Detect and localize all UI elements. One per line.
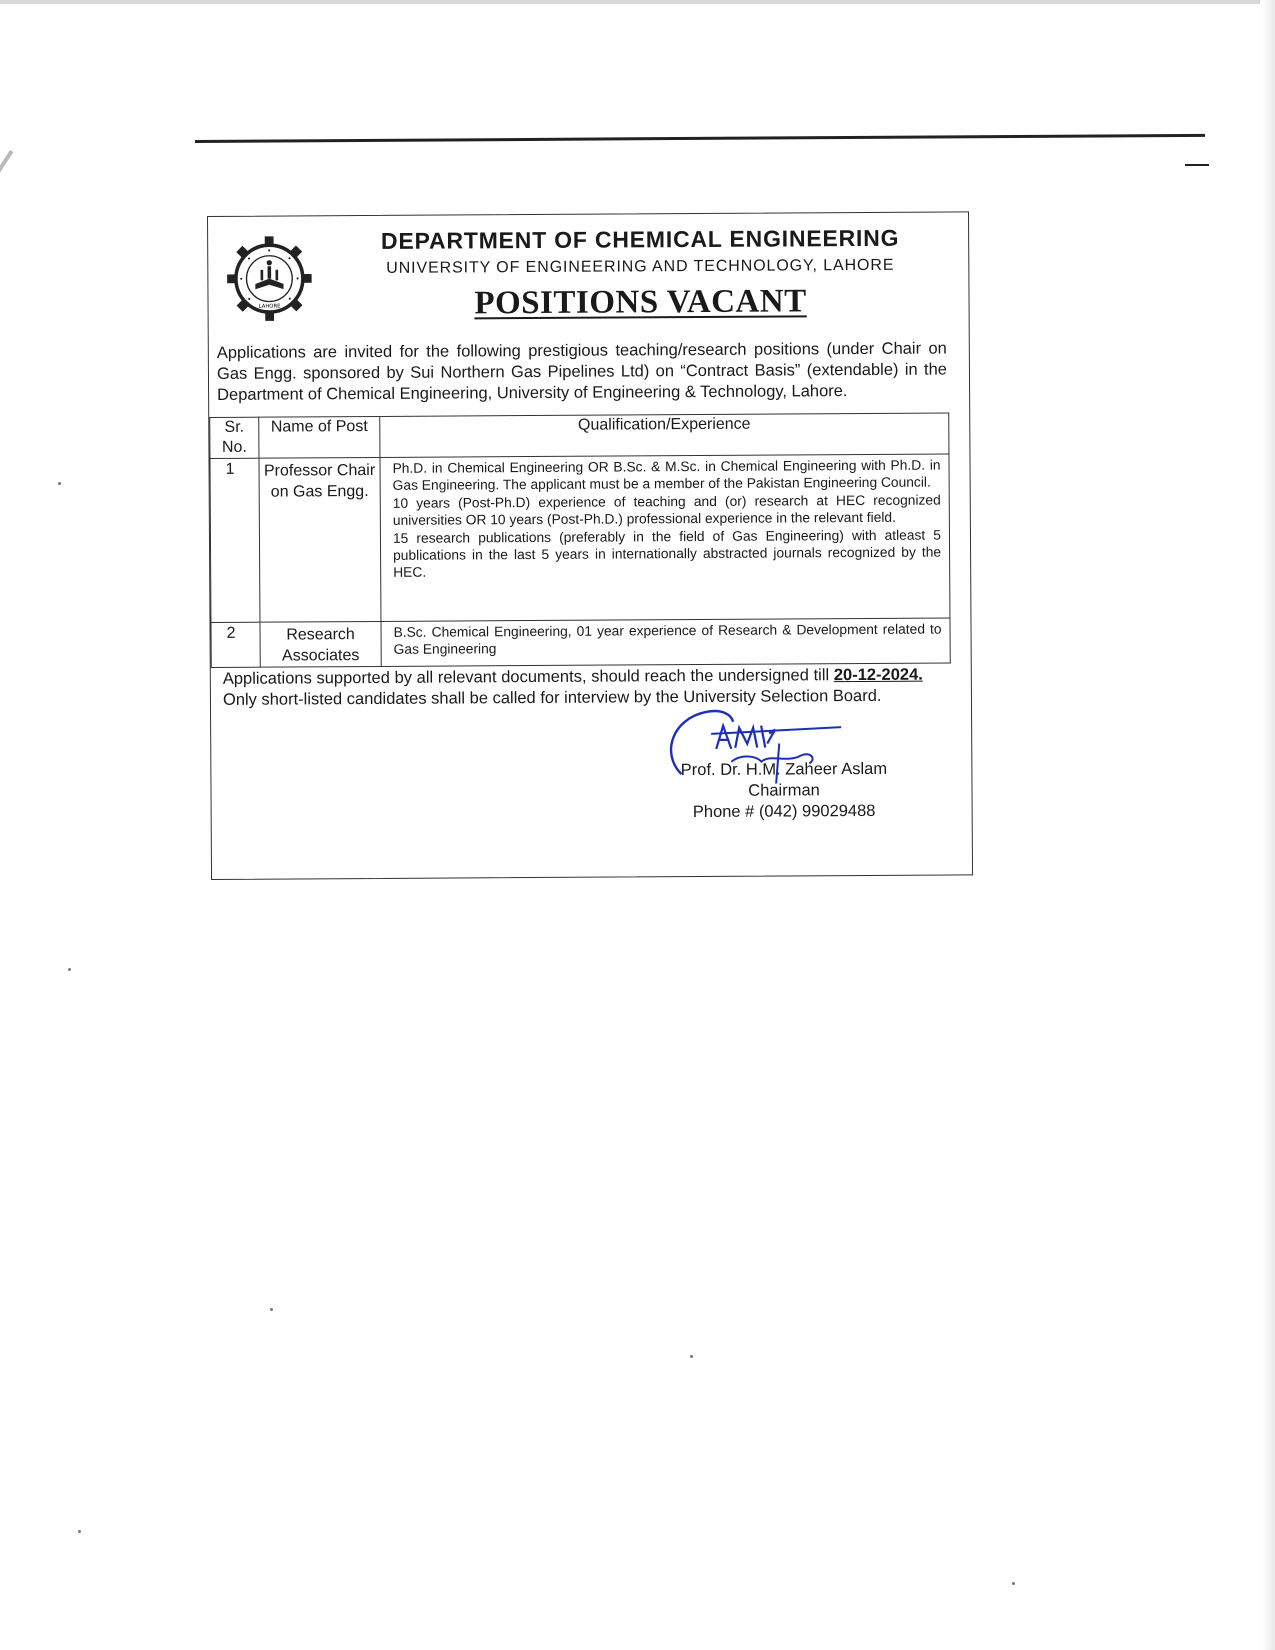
row-post-name: Research Associates [260, 621, 381, 667]
scan-speck [690, 1355, 693, 1358]
scan-speck [68, 968, 71, 971]
deadline-date: 20-12-2024. [833, 665, 923, 685]
header-sr-no: Sr. No. [210, 417, 259, 458]
logo-city-text: LAHORE [258, 303, 281, 310]
scan-speck [78, 1530, 81, 1533]
closing-text-before: Applications supported by all relevant documents, should reach the undersigned till [222, 666, 830, 688]
signatory-name: Prof. Dr. H.M. Zaheer Aslam [680, 759, 888, 780]
table-row [211, 618, 950, 668]
signatory-designation: Chairman [748, 781, 820, 800]
page-right-edge [1261, 0, 1275, 1650]
table-row [210, 454, 950, 623]
scan-fold-mark [0, 150, 13, 379]
row-sr-no: 2 [211, 622, 260, 667]
positions-vacant-heading [330, 282, 950, 323]
table-header-row [210, 413, 949, 459]
qualification-line: 15 research publications (preferably in the field of Gas Engineering) with atleast 5 publications in the last 5 years in internationally abstracted journals recognized by the HEC. [392, 527, 942, 581]
job-advertisement [207, 211, 973, 880]
qualification-line: B.Sc. Chemical Engineering, 01 year experience of Research & Development related to Gas Engineering [393, 621, 942, 658]
scan-speck [270, 1308, 273, 1311]
header-post-name: Name of Post [259, 416, 380, 458]
scan-speck [58, 482, 61, 485]
qualification-line: Ph.D. in Chemical Engineering OR B.Sc. & M.Sc. in Chemical Engineering with Ph.D. in Gas Engineering. The applicant must be a member of the Pakistan Engineering Council. [392, 457, 941, 494]
department-title: DEPARTMENT OF CHEMICAL ENGINEERING [380, 224, 900, 254]
qualification-line: 10 years (Post-Ph.D) experience of teaching and (or) research at HEC recognized universities OR 10 years (Post-Ph.D.) professional experience in the relevant field. [392, 492, 941, 529]
positions-vacant-text: POSITIONS VACANT [474, 283, 807, 322]
row-qualification [380, 454, 950, 621]
row-post-name: Professor Chair on Gas Engg. [259, 457, 381, 622]
row-sr-no: 1 [210, 458, 260, 622]
scan-speck [1012, 1582, 1015, 1585]
signatory-phone: Phone # (042) 99029488 [692, 801, 876, 822]
scan-dash-mark [1185, 164, 1209, 166]
positions-table [209, 412, 951, 668]
gear-emblem-icon [225, 234, 314, 323]
page-top-edge [0, 0, 1260, 4]
row-qualification [381, 618, 950, 666]
header-qualification: Qualification/Experience [380, 413, 949, 457]
closing-text-after: Only short-listed candidates shall be called for interview by the University Selection Board. [222, 686, 882, 709]
intro-paragraph: Applications are invited for the following prestigious teaching/research positions (under Chair on Gas Engg. sponsored by Sui Northern Gas Pipelines Ltd) on “Contract Basis” (extendable) in the Department of Chemical Engineering, University of Engineering & Technology, Lahore. [216, 339, 948, 404]
signatory-block [651, 759, 916, 824]
university-title: UNIVERSITY OF ENGINEERING AND TECHNOLOGY, LAHORE [386, 256, 895, 277]
paper-fold-line [195, 134, 1205, 143]
